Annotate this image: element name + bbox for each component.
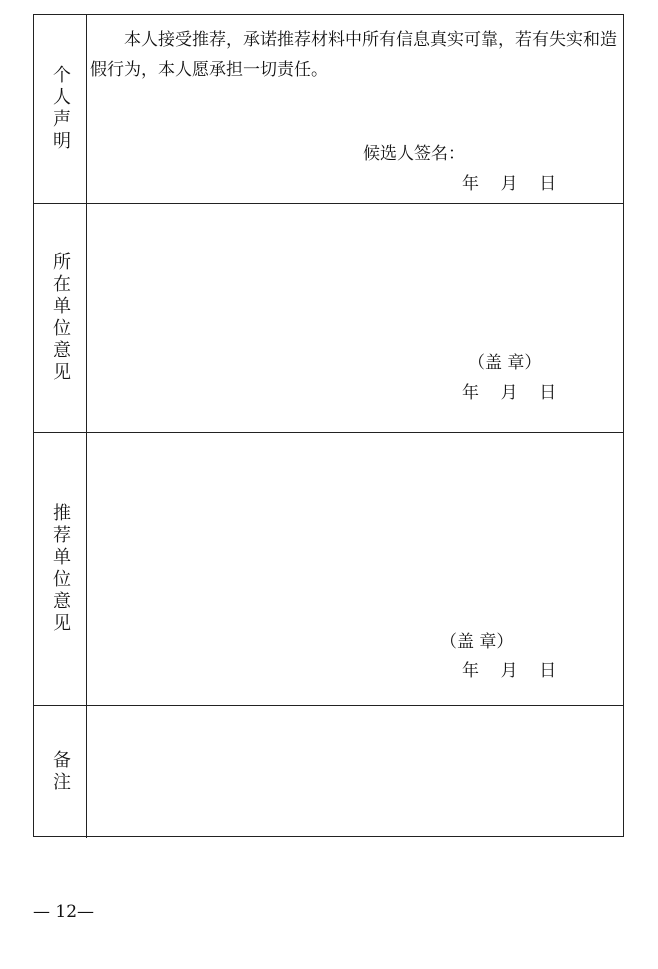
recommending-unit-opinion-content — [87, 433, 623, 705]
recommending-unit-opinion-label: 推荐单位意见 — [50, 503, 71, 635]
work-unit-seal-label: （盖 章） — [468, 353, 542, 373]
remarks-row — [34, 706, 623, 838]
recommendation-form-table — [33, 14, 624, 837]
row-label-cell — [34, 15, 87, 203]
recommending-unit-seal-label: （盖 章） — [440, 632, 514, 652]
personal-declaration-label: 个人声明 — [50, 65, 71, 153]
declaration-text: 本人接受推荐，承诺推荐材料中所有信息真实可靠，若有失实和造假行为，本人愿承担一切责任。 — [90, 30, 617, 80]
recommending-unit-opinion-row — [34, 433, 623, 706]
personal-declaration-row — [34, 15, 623, 204]
work-unit-opinion-content — [87, 204, 623, 432]
work-unit-date: 年 月 日 — [462, 383, 557, 403]
work-unit-opinion-row — [34, 204, 623, 433]
row-label-cell — [34, 204, 87, 432]
remarks-label: 备注 — [50, 750, 71, 794]
remarks-content — [87, 706, 623, 838]
page-number: — 12— — [33, 902, 95, 922]
recommending-unit-date: 年 月 日 — [462, 661, 557, 681]
personal-declaration-content — [87, 15, 623, 203]
candidate-signature-label: 候选人签名： — [363, 144, 465, 164]
row-label-cell — [34, 433, 87, 705]
work-unit-opinion-label: 所在单位意见 — [50, 252, 71, 384]
declaration-date: 年 月 日 — [462, 174, 557, 194]
row-label-cell — [34, 706, 87, 838]
